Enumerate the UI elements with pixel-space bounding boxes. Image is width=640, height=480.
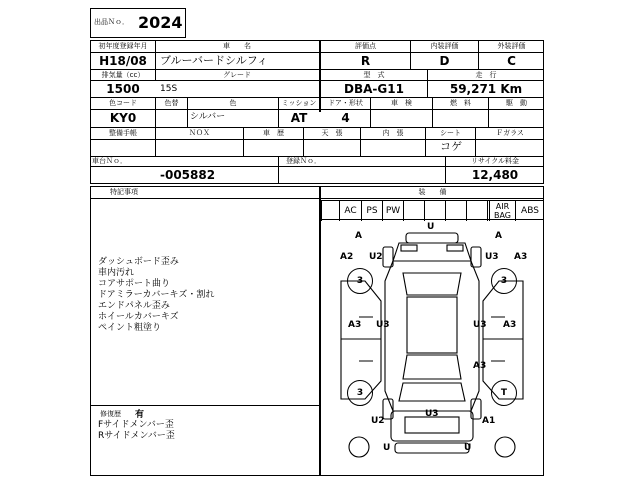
- repair-history-label: 修復歴: [100, 410, 121, 418]
- exterior-grade-value: C: [507, 54, 516, 68]
- damage-mark: A2: [340, 252, 354, 262]
- doors-label: ドア・形状: [328, 99, 363, 107]
- inspection-label: 車 検: [391, 99, 412, 107]
- service-book-label: 整備手帳: [109, 129, 137, 137]
- mileage-label: 走 行: [475, 71, 497, 79]
- remark-line: エンドパネル歪み: [98, 301, 170, 311]
- transmission-label: ミッション: [281, 99, 317, 107]
- nox-label: ＮＯＸ: [189, 129, 210, 137]
- damage-mark: A3: [503, 320, 517, 330]
- damage-mark: U: [383, 443, 391, 453]
- equipment-ps: PS: [361, 201, 382, 221]
- vehicle-history-label: 車 歴: [263, 129, 284, 137]
- repair-line: Rサイドメンバー歪: [98, 431, 175, 441]
- repair-list: [98, 420, 175, 442]
- wheel-rear-left: 3: [347, 380, 373, 406]
- headliner-label: 天 張: [321, 129, 343, 137]
- color-code-label: 色コード: [109, 99, 137, 107]
- wheel-front-right: 3: [491, 268, 517, 294]
- model-type-label: 型 式: [363, 71, 385, 79]
- transmission-value: AT: [290, 111, 308, 125]
- damage-mark: U3: [425, 409, 439, 419]
- chassis-number-value: -005882: [160, 168, 216, 182]
- interior-grade-value: D: [439, 54, 450, 68]
- remark-line: ペイント粗塗り: [98, 323, 162, 333]
- equipment-airbag: AIR BAG: [489, 201, 515, 221]
- equipment-label: 装 備: [418, 188, 447, 196]
- recycle-fee-label: リサイクル料金: [470, 157, 520, 165]
- damage-mark: U2: [369, 252, 383, 262]
- seat-label: シート: [440, 129, 461, 137]
- front-glass-label: Ｆガラス: [496, 129, 524, 137]
- model-label: 車 名: [223, 42, 251, 50]
- damage-mark: A3: [473, 361, 487, 371]
- lot-number-label: 出品Ｎｏ．: [94, 18, 129, 26]
- equipment-pw: PW: [382, 201, 403, 221]
- color-change-label: 色替: [164, 99, 179, 107]
- damage-mark: A3: [514, 252, 528, 262]
- damage-mark: U3: [473, 320, 487, 330]
- first-registration-value: H18/08: [99, 54, 147, 68]
- fuel-label: 燃 料: [450, 99, 471, 107]
- damage-mark: A: [355, 231, 362, 241]
- damage-mark: U2: [371, 416, 385, 426]
- grade-value: 15S: [160, 84, 178, 94]
- exterior-grade-label: 外装評価: [497, 42, 526, 50]
- grade-label: グレード: [223, 71, 251, 79]
- mileage-value: 59,271 Km: [449, 82, 523, 96]
- damage-mark: U: [427, 222, 435, 232]
- drive-label: 駆 動: [506, 99, 527, 107]
- remarks-label: 特記事項: [110, 188, 138, 196]
- score-label: 評価点: [355, 42, 376, 50]
- remarks-list: [98, 257, 214, 334]
- doors-value: 4: [341, 111, 350, 125]
- registration-number-label: 登録Ｎｏ．: [286, 157, 321, 165]
- equipment-blank: [424, 201, 445, 221]
- model-value: ブルーバードシルフィ: [160, 54, 268, 67]
- damage-mark: A1: [482, 416, 496, 426]
- recycle-fee-value: 12,480: [471, 168, 519, 182]
- remark-line: 車内汚れ: [98, 268, 135, 278]
- color-code-value: KY0: [109, 111, 137, 125]
- equipment-row: [321, 200, 544, 220]
- model-type-value: DBA-G11: [344, 82, 404, 96]
- repair-history-value: 有: [135, 410, 145, 420]
- repair-line: Fサイドメンバー歪: [98, 420, 174, 430]
- remark-line: コアサポート曲り: [98, 279, 171, 289]
- damage-mark: U3: [485, 252, 499, 262]
- seat-value: コゲ: [440, 140, 462, 153]
- first-registration-label: 初年度登録年月: [98, 42, 148, 50]
- wheel-front-left: 3: [347, 268, 373, 294]
- color-label: 色: [229, 99, 237, 107]
- equipment-blank: [466, 201, 487, 221]
- car-diagram: [321, 221, 543, 475]
- equipment-blank: [403, 201, 424, 221]
- interior-grade-label: 内装評価: [430, 42, 459, 50]
- damage-mark: U: [464, 443, 472, 453]
- displacement-label: 排気量（cc）: [101, 71, 145, 79]
- equipment-abs: ABS: [515, 201, 544, 221]
- displacement-value: 1500: [106, 82, 140, 96]
- wheel-rear-right: T: [491, 380, 517, 406]
- damage-mark: U3: [376, 320, 390, 330]
- score-value: R: [360, 54, 371, 68]
- interior-trim-label: 内 張: [382, 129, 404, 137]
- remark-line: ドアミラーカバーキズ・割れ: [98, 290, 215, 300]
- remark-line: ホイールカバーキズ: [98, 312, 179, 322]
- remark-line: ダッシュボード歪み: [98, 257, 179, 267]
- color-value: シルバー: [190, 112, 226, 122]
- equipment-blank: [445, 201, 466, 221]
- damage-mark: A: [495, 231, 502, 241]
- damage-mark: A3: [348, 320, 362, 330]
- chassis-number-label: 車台Ｎｏ．: [92, 157, 127, 165]
- lot-number: 2024: [138, 13, 183, 32]
- equipment-ac: AC: [339, 201, 361, 221]
